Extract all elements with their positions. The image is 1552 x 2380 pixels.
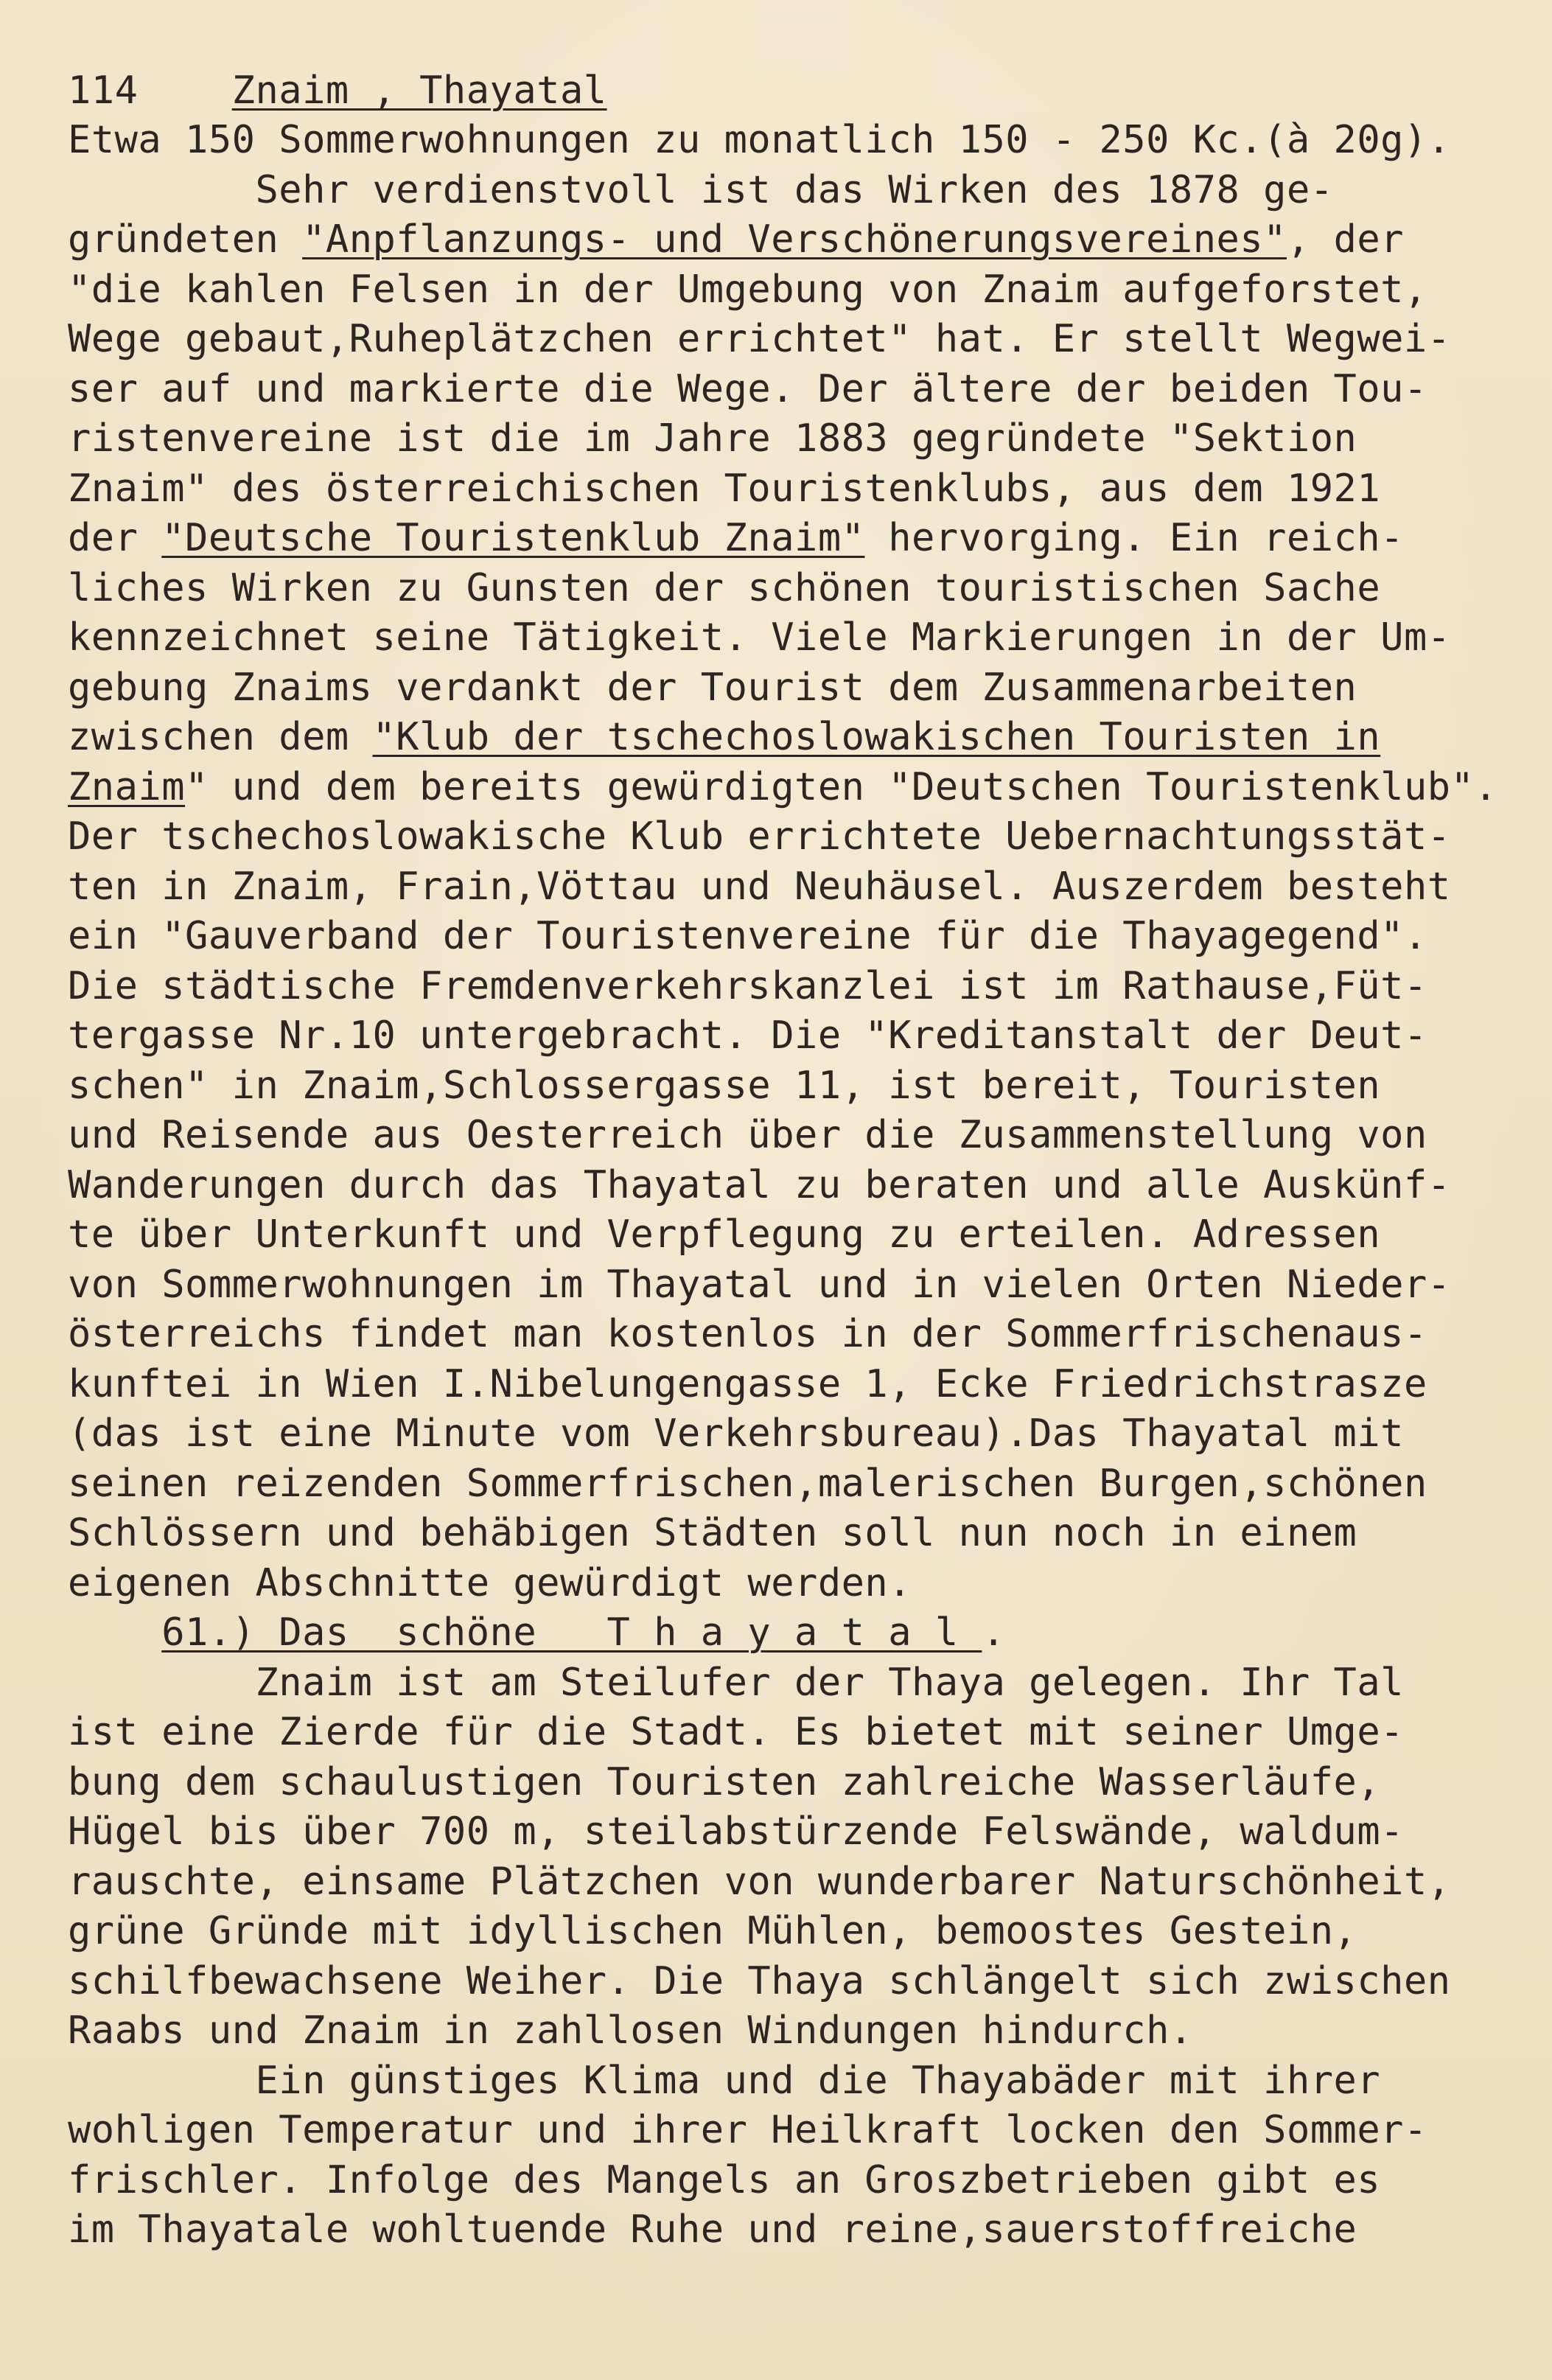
text-segment	[68, 1610, 161, 1655]
text-segment: te über Unterkunft und Verpflegung zu erteilen. Adressen	[68, 1212, 1381, 1257]
text-segment: Wege gebaut,Ruheplätzchen errichtet" hat. Er stellt Wegwei-	[68, 317, 1451, 361]
text-line	[68, 912, 1534, 960]
text-segment: frischler. Infolge des Mangels an Groszbetrieben gibt es	[68, 2158, 1381, 2202]
text-line	[68, 166, 1534, 214]
text-line	[68, 315, 1534, 363]
text-segment: tergasse Nr.10 untergebracht. Die "Kreditanstalt der Deut-	[68, 1013, 1427, 1058]
text-line	[68, 1161, 1534, 1210]
text-segment: wohligen Temperatur und ihrer Heilkraft locken den Sommer-	[68, 2108, 1427, 2152]
text-segment: ristenvereine ist die im Jahre 1883 gegründete "Sektion	[68, 416, 1357, 461]
text-line	[68, 713, 1534, 761]
text-segment: gebung Znaims verdankt der Tourist dem Zusammenarbeiten	[68, 666, 1357, 710]
text-segment: Raabs und Znaim in zahllosen Windungen hindurch.	[68, 2009, 1193, 2053]
text-segment: Hügel bis über 700 m, steilabstürzende Felswände, waldum-	[68, 1810, 1404, 1854]
text-segment: österreichs findet man kostenlos in der Sommerfrischenaus-	[68, 1312, 1427, 1356]
text-segment: schen" in Znaim,Schlossergasse 11, ist bereit, Touristen	[68, 1064, 1381, 1108]
text-line	[68, 812, 1534, 861]
text-segment: Etwa 150 Sommerwohnungen zu monatlich 150 - 250 Kc.(à 20g).	[68, 118, 1451, 162]
text-line	[68, 1061, 1534, 1110]
text-line	[68, 2205, 1534, 2254]
text-line	[68, 215, 1534, 264]
text-segment: Znaim" des österreichischen Touristenklubs, aus dem 1921	[68, 467, 1381, 511]
text-segment: seinen reizenden Sommerfrischen,malerischen Burgen,schönen	[68, 1462, 1427, 1506]
text-line	[68, 613, 1534, 662]
text-segment: (das ist eine Minute vom Verkehrsbureau).Das Thayatal mit	[68, 1411, 1404, 1456]
text-line	[68, 1758, 1534, 1807]
text-segment: rauschte, einsame Plätzchen von wunderbarer Naturschönheit,	[68, 1860, 1451, 1904]
text-line	[68, 663, 1534, 712]
text-line	[68, 1907, 1534, 1955]
text-line	[68, 1111, 1534, 1159]
underlined-text: "Klub der tschechoslowakischen Touristen in	[372, 715, 1381, 759]
text-line	[68, 1509, 1534, 1557]
text-segment: ein "Gauverband der Touristenvereine für die Thayagegend".	[68, 914, 1427, 958]
text-segment: .	[982, 1610, 1006, 1655]
text-line	[68, 365, 1534, 413]
text-segment: Die städtische Fremdenverkehrskanzlei ist im Rathause,Füt-	[68, 964, 1427, 1008]
text-segment: schilfbewachsene Weiher. Die Thaya schlängelt sich zwischen	[68, 1959, 1451, 2003]
text-segment: ser auf und markierte die Wege. Der ältere der beiden Tou-	[68, 367, 1427, 411]
text-segment: Wanderungen durch das Thayatal zu beraten und alle Auskünf-	[68, 1163, 1451, 1207]
text-segment: " und dem bereits gewürdigten "Deutschen Touristenklub".	[185, 765, 1498, 809]
text-segment: kennzeichnet seine Tätigkeit. Viele Markierungen in der Um-	[68, 615, 1451, 660]
text-segment: gründeten	[68, 217, 303, 262]
text-line	[68, 116, 1534, 164]
page-header	[68, 66, 1534, 115]
text-segment: und Reisende aus Oesterreich über die Zusammenstellung von	[68, 1113, 1427, 1157]
text-line	[68, 1310, 1534, 1358]
text-line	[68, 1708, 1534, 1756]
underlined-text: "Anpflanzungs- und Verschönerungsvereines"	[302, 217, 1287, 262]
text-segment: Znaim ist am Steilufer der Thaya gelegen. Ihr Tal	[68, 1661, 1404, 1705]
text-line	[68, 1807, 1534, 1856]
text-segment: bung dem schaulustigen Touristen zahlreiche Wasserläufe,	[68, 1760, 1381, 1804]
text-line	[68, 962, 1534, 1011]
text-line	[68, 1459, 1534, 1508]
text-line	[68, 1957, 1534, 2006]
text-line	[68, 564, 1534, 613]
text-segment: im Thayatale wohltuende Ruhe und reine,sauerstoffreiche	[68, 2208, 1357, 2252]
text-line	[68, 2156, 1534, 2205]
text-line	[68, 1260, 1534, 1309]
text-line	[68, 2056, 1534, 2105]
text-line	[68, 1011, 1534, 1060]
text-line	[68, 1857, 1534, 1906]
text-segment: Ein günstiges Klima und die Thayabäder mit ihrer	[68, 2059, 1381, 2103]
text-segment: kunftei in Wien I.Nibelungengasse 1, Ecke Friedrichstrasze	[68, 1362, 1427, 1406]
text-segment: "die kahlen Felsen in der Umgebung von Znaim aufgeforstet,	[68, 268, 1427, 312]
page-number: 114	[68, 69, 139, 113]
text-line	[68, 1409, 1534, 1458]
text-line	[68, 265, 1534, 314]
text-line	[68, 1658, 1534, 1707]
text-segment: liches Wirken zu Gunsten der schönen touristischen Sache	[68, 566, 1381, 610]
text-segment: von Sommerwohnungen im Thayatal und in vielen Orten Nieder-	[68, 1263, 1451, 1307]
running-title: Znaim , Thayatal	[231, 69, 607, 113]
text-segment: eigenen Abschnitte gewürdigt werden.	[68, 1561, 912, 1605]
text-segment: der	[68, 516, 162, 560]
text-segment: ist eine Zierde für die Stadt. Es bietet mit seiner Umge-	[68, 1710, 1404, 1754]
underlined-text: Znaim	[68, 765, 186, 809]
text-line	[68, 862, 1534, 911]
text-line	[68, 1360, 1534, 1409]
text-segment: grüne Gründe mit idyllischen Mühlen, bemoostes Gestein,	[68, 1909, 1357, 1953]
text-segment: zwischen dem	[68, 715, 373, 759]
underlined-text: "Deutsche Touristenklub Znaim"	[161, 516, 865, 560]
text-line	[68, 1608, 1534, 1657]
text-line	[68, 763, 1534, 812]
text-segment: , der	[1286, 217, 1405, 262]
text-segment: Der tschechoslowakische Klub errichtete Uebernachtungsstät-	[68, 814, 1451, 859]
underlined-text: 61.) Das schöne T h a y a t a l	[161, 1610, 982, 1655]
text-line	[68, 464, 1534, 513]
text-segment: Sehr verdienstvoll ist das Wirken des 1878 ge-	[68, 168, 1334, 212]
text-line	[68, 2106, 1534, 2154]
text-line	[68, 2006, 1534, 2055]
text-line	[68, 1559, 1534, 1608]
text-segment: hervorging. Ein reich-	[864, 516, 1404, 560]
text-line	[68, 414, 1534, 463]
text-segment: Schlössern und behäbigen Städten soll nun noch in einem	[68, 1511, 1357, 1555]
text-line	[68, 514, 1534, 562]
text-line	[68, 1210, 1534, 1259]
text-segment: ten in Znaim, Frain,Vöttau und Neuhäusel. Auszerdem besteht	[68, 865, 1451, 909]
